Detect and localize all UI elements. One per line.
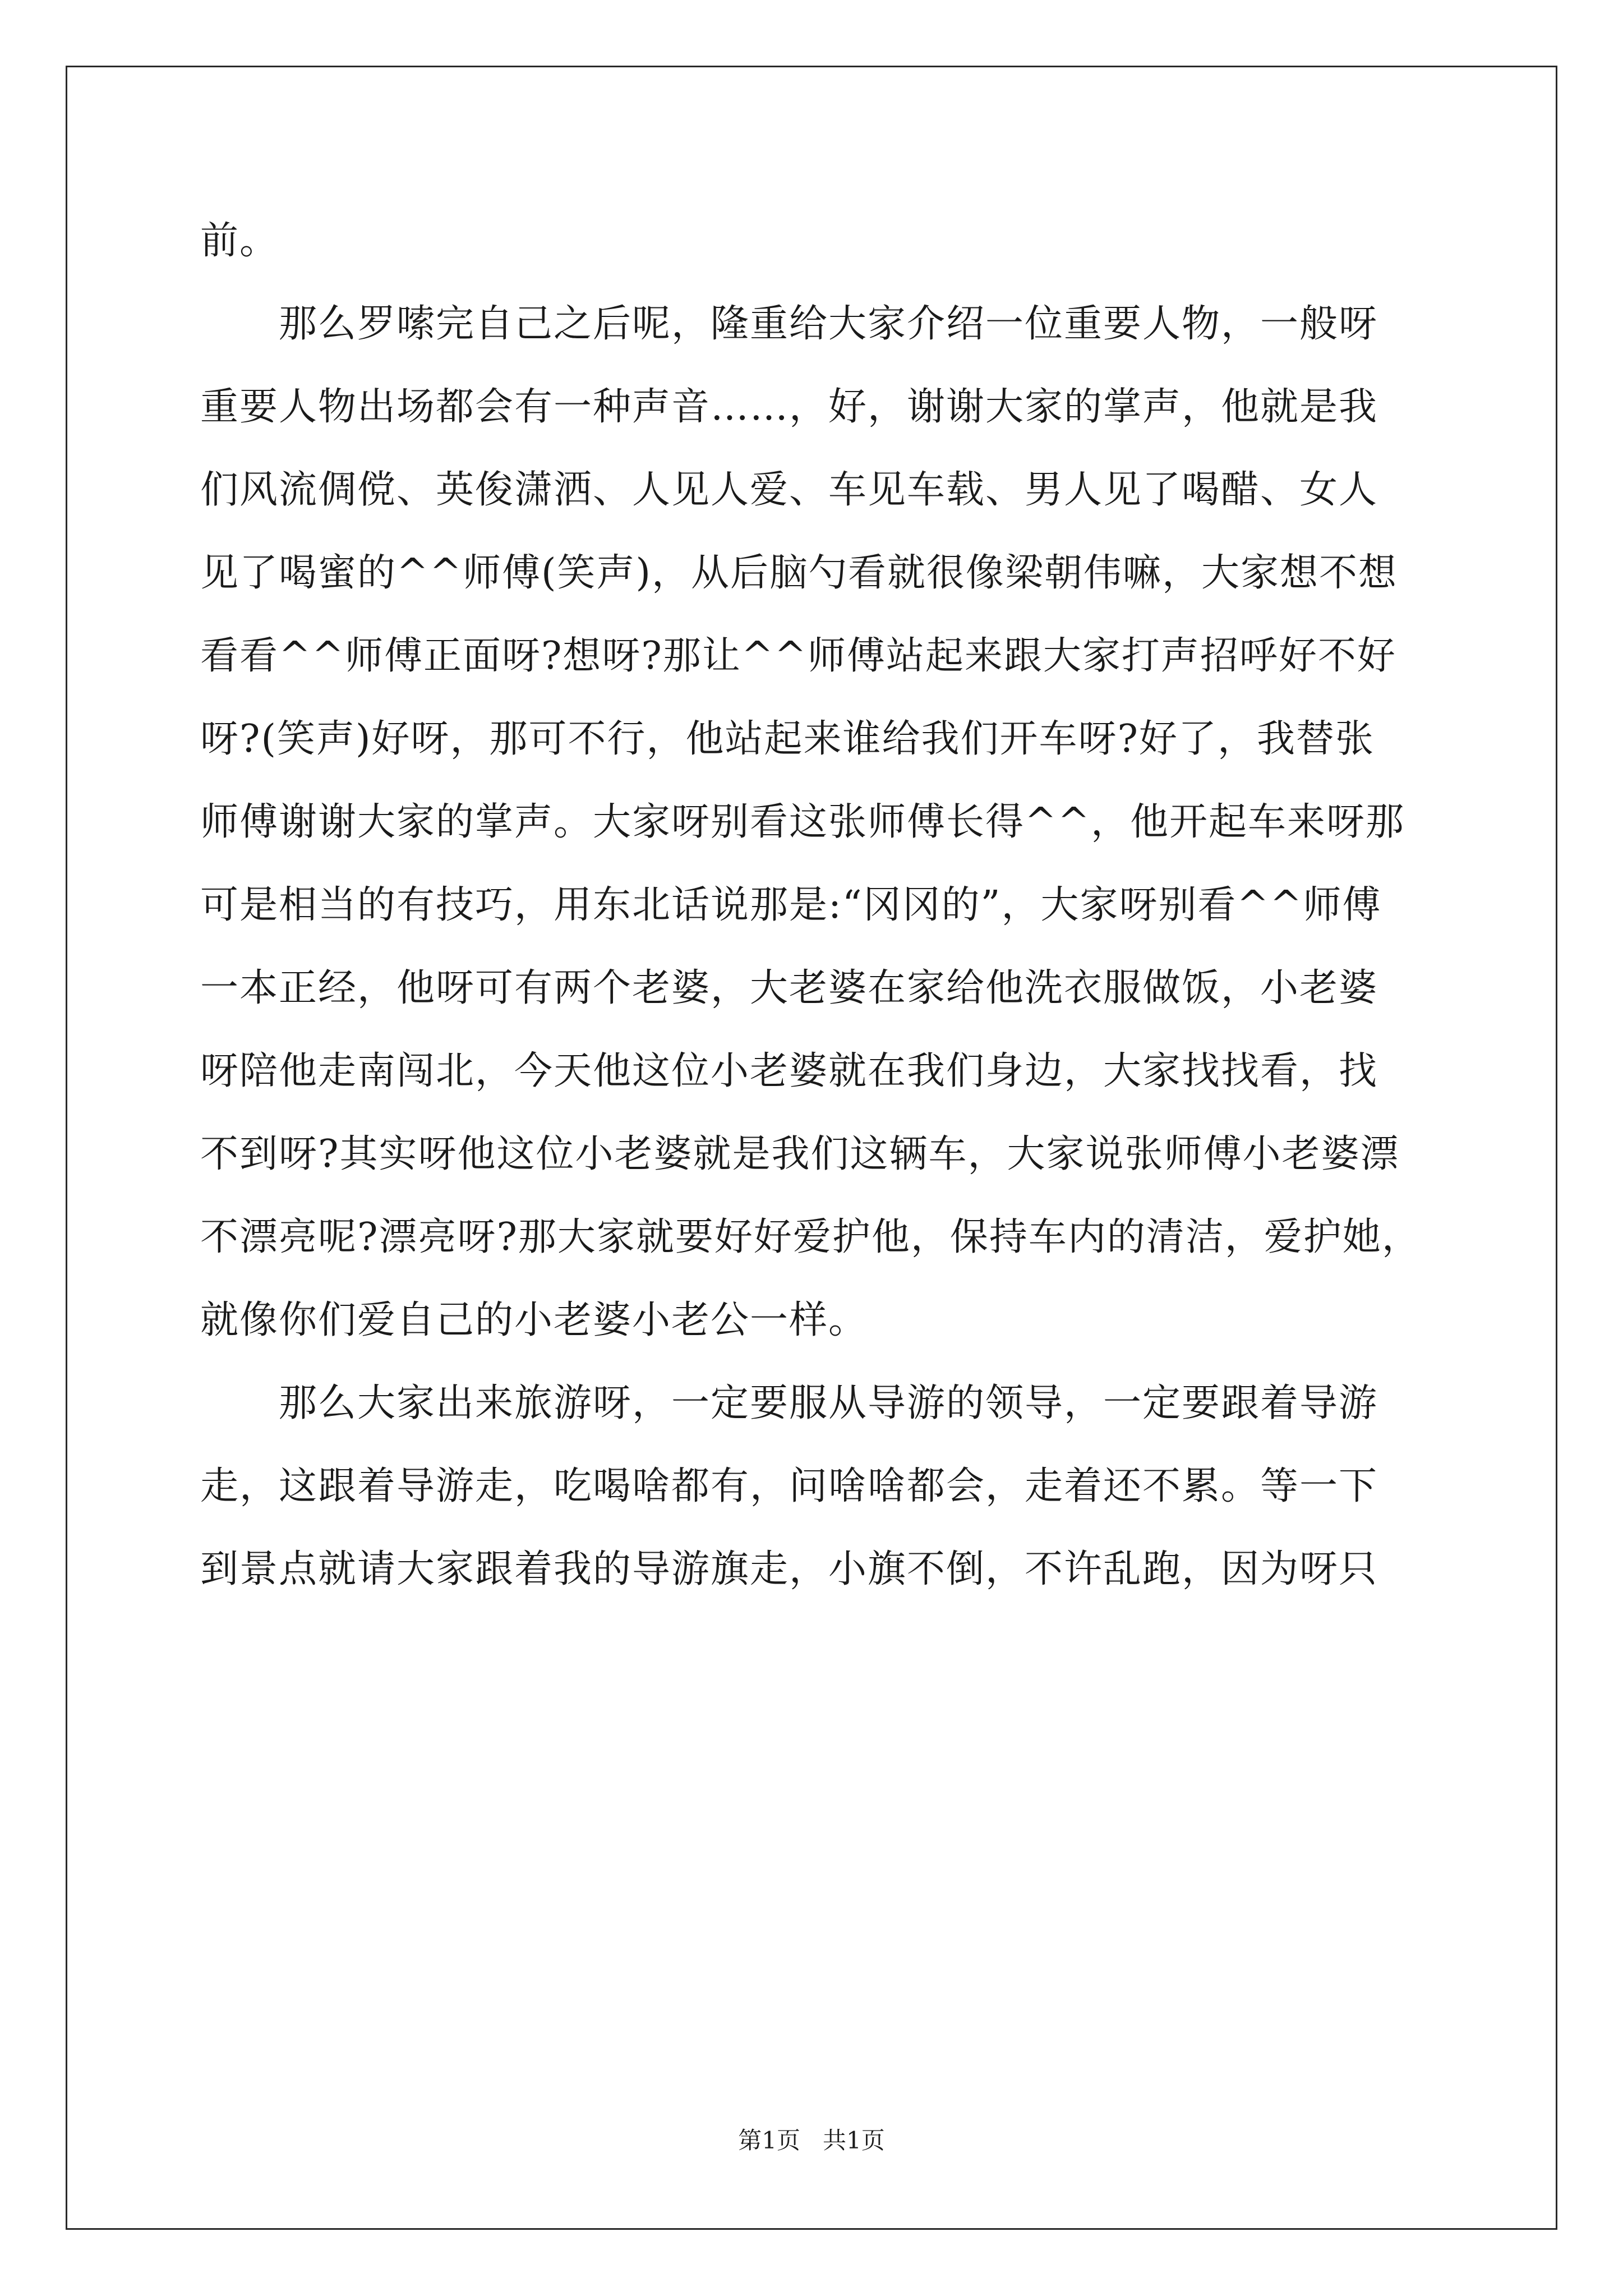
text-line: 重要人物出场都会有一种声音……，好，谢谢大家的掌声，他就是我 [200,385,1378,429]
text-line: 一本正经，他呀可有两个老婆，大老婆在家给他洗衣服做饭，小老婆 [200,966,1378,1010]
text-line: 前。 [200,219,279,263]
text-line: 不到呀?其实呀他这位小老婆就是我们这辆车，大家说张师傅小老婆漂 [200,1132,1400,1176]
paragraph-start-line: 那么罗嗦完自己之后呢，隆重给大家介绍一位重要人物，一般呀 [279,302,1378,346]
text-line: 师傅谢谢大家的掌声。大家呀别看这张师傅长得^^，他开起车来呀那 [200,800,1405,844]
page-number-footer: 第1页 共1页 [738,2127,885,2154]
paragraph-start-line: 那么大家出来旅游呀，一定要服从导游的领导，一定要跟着导游 [279,1381,1378,1425]
text-line: 见了喝蜜的^^师傅(笑声)，从后脑勺看就很像梁朝伟嘛，大家想不想 [200,551,1398,595]
text-line: 们风流倜傥、英俊潇洒、人见人爱、车见车载、男人见了喝醋、女人 [200,468,1378,512]
text-line: 到景点就请大家跟着我的导游旗走，小旗不倒，不许乱跑，因为呀只 [200,1547,1378,1591]
text-line: 走，这跟着导游走，吃喝啥都有，问啥啥都会，走着还不累。等一下 [200,1464,1378,1508]
text-line: 看看^^师傅正面呀?想呀?那让^^师傅站起来跟大家打声招呼好不好 [200,634,1396,678]
text-line: 呀?(笑声)好呀，那可不行，他站起来谁给我们开车呀?好了，我替张 [200,717,1375,761]
text-line: 就像你们爱自己的小老婆小老公一样。 [200,1298,868,1342]
text-line: 可是相当的有技巧，用东北话说那是:“冈冈的”，大家呀别看^^师傅 [200,883,1382,927]
text-line: 不漂亮呢?漂亮呀?那大家就要好好爱护他，保持车内的清洁，爱护她， [200,1215,1421,1259]
text-line: 呀陪他走南闯北，今天他这位小老婆就在我们身边，大家找找看，找 [200,1049,1378,1093]
